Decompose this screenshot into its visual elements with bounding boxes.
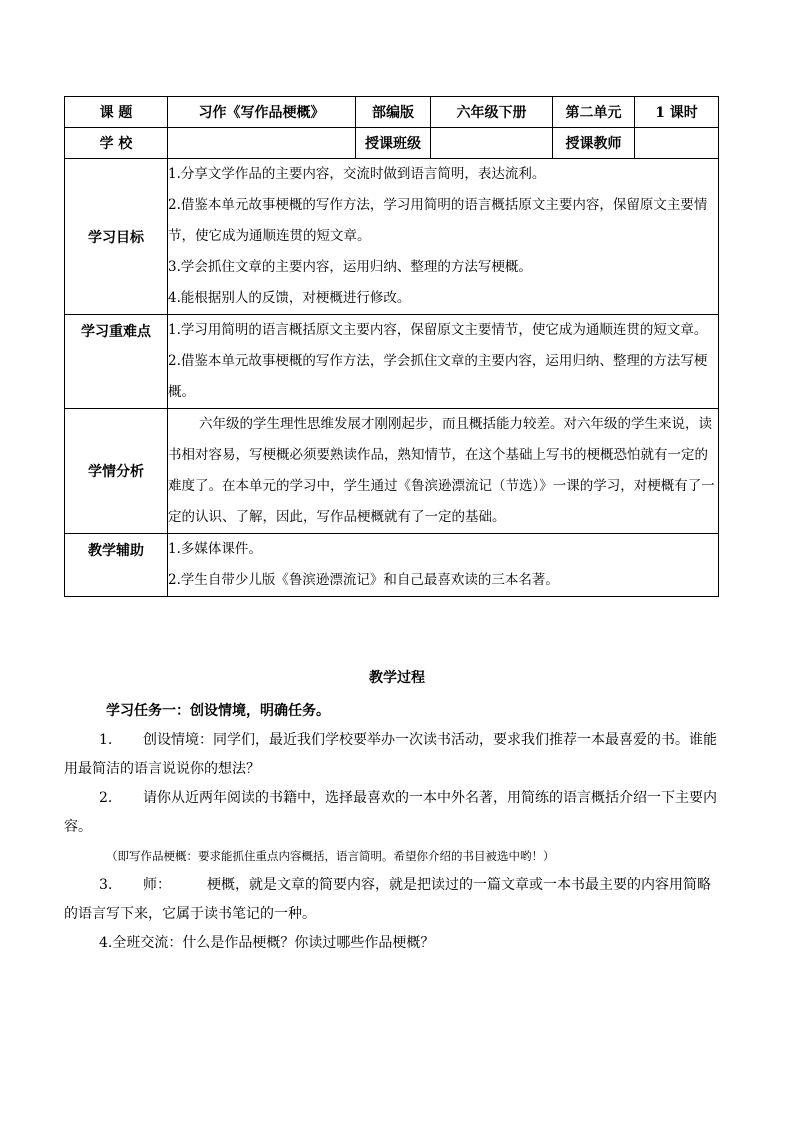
process-item xyxy=(64,726,724,784)
goals-label: 学习目标 xyxy=(65,159,168,315)
process-item xyxy=(64,871,724,929)
topic-label: 课 题 xyxy=(65,97,168,128)
table-row xyxy=(65,534,719,597)
goals-content xyxy=(168,159,719,315)
table-row xyxy=(65,97,719,128)
edition: 部编版 xyxy=(356,97,431,128)
table-row xyxy=(65,128,719,159)
process-item: 4.全班交流：什么是作品梗概？你读过哪些作品梗概？ xyxy=(99,935,435,951)
key-point-item: 2.借鉴本单元故事梗概的写作方法，学会抓住文章的主要内容，运用归纳、整理的方法写梗概。 xyxy=(168,353,708,400)
goal-item: 2.借鉴本单元故事梗概的写作方法，学习用简明的语言概括原文主要内容，保留原文主要情节，使它成为通顺连贯的短文章。 xyxy=(168,197,708,244)
goal-item: 3.学会抓住文章的主要内容，运用归纳、整理的方法写梗概。 xyxy=(168,259,532,275)
lesson-title: 习作《写作品梗概》 xyxy=(168,97,356,128)
aid-item: 1.多媒体课件。 xyxy=(168,541,262,557)
analysis-label: 学情分析 xyxy=(65,409,168,534)
table-row xyxy=(65,315,719,409)
goal-item: 1.分享文学作品的主要内容，交流时做到语言简明，表达流利。 xyxy=(168,166,546,182)
teacher-label: 授课教师 xyxy=(553,128,635,159)
goal-item: 4.能根据别人的反馈，对梗概进行修改。 xyxy=(168,290,411,306)
table-row xyxy=(65,159,719,315)
item-lead: 师： xyxy=(143,877,171,893)
school-label: 学 校 xyxy=(65,128,168,159)
aid-item: 2.学生自带少儿版《鲁滨逊漂流记》和自己最喜欢读的三本名著。 xyxy=(168,572,559,588)
grade: 六年级下册 xyxy=(431,97,553,128)
table-row xyxy=(65,409,719,534)
item-number: 2. xyxy=(99,790,113,806)
lesson-plan-table xyxy=(64,96,719,597)
item-text: 创设情境：同学们，最近我们学校要举办一次读书活动，要求我们推荐一本最喜爱的书。谁能用最简洁的语言说说你的想法？ xyxy=(64,732,717,777)
key-point-item: 1.学习用简明的语言概括原文主要内容，保留原文主要情节，使它成为通顺连贯的短文章。 xyxy=(168,322,708,338)
teaching-process xyxy=(64,697,724,958)
analysis-content xyxy=(168,409,719,534)
analysis-text: 六年级的学生理性思维发展才刚刚起步，而且概括能力较差。对六年级的学生来说，读书相对容易，写梗概必须要熟读作品，熟知情节，在这个基础上写书的梗概恐怕就有一定的难度了。在本单元的学习中，学生通过《鲁滨逊漂流记（节选）》一课的学习，对梗概有了一定的认识、了解，因此，写作品梗概就有了一定的基础。 xyxy=(168,416,715,525)
class-label: 授课班级 xyxy=(356,128,431,159)
aids-label: 教学辅助 xyxy=(65,534,168,597)
key-points-content xyxy=(168,315,719,409)
process-title: 教学过程 xyxy=(369,670,425,686)
item-text: 梗概，就是文章的简要内容，就是把读过的一篇文章或一本书最主要的内容用简略的语言写下来，它属于读书笔记的一种。 xyxy=(64,877,711,922)
task-heading: 学习任务一：创设情境，明确任务。 xyxy=(106,703,330,719)
item-number: 1. xyxy=(99,732,113,748)
process-item xyxy=(64,784,724,842)
teacher-value xyxy=(635,128,719,159)
class-value xyxy=(431,128,553,159)
unit: 第二单元 xyxy=(553,97,635,128)
key-points-label: 学习重难点 xyxy=(65,315,168,409)
item-number: 3. xyxy=(99,877,113,893)
class-hours: 1 课时 xyxy=(635,97,719,128)
aids-content xyxy=(168,534,719,597)
item-text: 请你从近两年阅读的书籍中，选择最喜欢的一本中外名著，用简练的语言概括介绍一下主要内容。 xyxy=(64,790,717,835)
process-note: （即写作品梗概：要求能抓住重点内容概括，语言简明。希望你介绍的书目被选中哟！） xyxy=(106,849,555,863)
school-value xyxy=(168,128,356,159)
